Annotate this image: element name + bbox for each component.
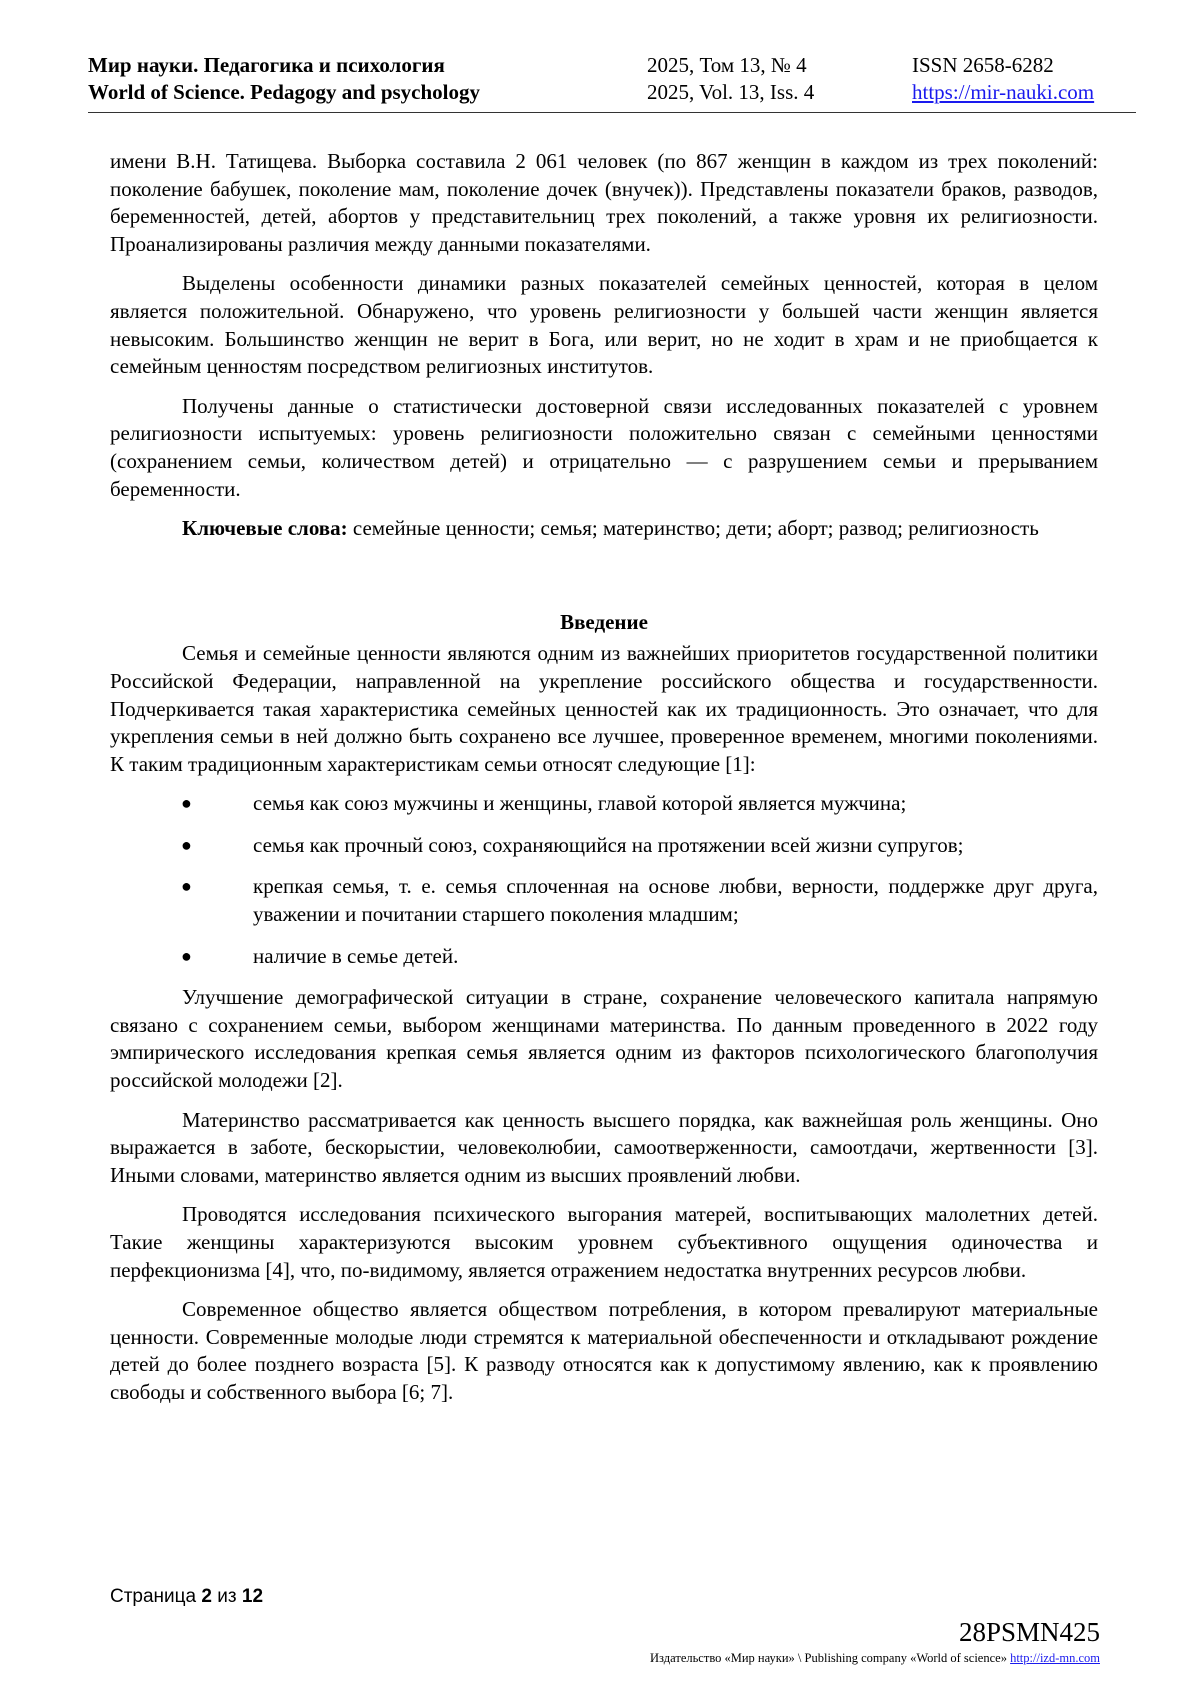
- journal-title-block: [88, 52, 480, 106]
- intro-paragraph-3: Материнство рассматривается как ценность высшего порядка, как важнейшая роль женщины. Оно выражается в заботе, бескорыстии, человеколюбии, самоотверженности, самоотдачи, жертвенности [3]. Иными словами, материнство является одним из высших проявлений любви.: [110, 1107, 1098, 1187]
- bullet-icon: ●: [181, 945, 192, 966]
- page-current: 2: [201, 1586, 212, 1607]
- journal-website-link[interactable]: https://mir-nauki.com: [912, 80, 1095, 104]
- section-heading-introduction: Введение: [560, 609, 648, 634]
- keywords: [110, 515, 1098, 543]
- abstract-paragraph-2: Выделены особенности динамики разных показателей семейных ценностей, которая в целом является положительной. Обнаружено, что уровень религиозности у большей части женщин является невысоким. Большинство женщин не верит в Бога, или верит, но не ходит в храм и не приобщается к семейным ценностям посредством религиозных институтов.: [110, 271, 1098, 379]
- list-item-text: семья как союз мужчины и женщины, главой которой является мужчина;: [253, 791, 907, 816]
- keywords-text: семейные ценности; семья; материнство; дети; аборт; развод; религиозность: [347, 516, 1039, 541]
- traditional-characteristics-list: [110, 790, 1098, 970]
- bullet-icon: ●: [181, 876, 192, 897]
- list-item: [110, 873, 1098, 928]
- bullet-icon: ●: [181, 834, 192, 855]
- publisher-link[interactable]: http://izd-mn.com: [1010, 1651, 1100, 1665]
- list-item: [110, 943, 1098, 971]
- keywords-label: Ключевые слова:: [182, 516, 348, 541]
- issue-ru: 2025, Том 13, № 4: [647, 53, 807, 77]
- issue-en: 2025, Vol. 13, Iss. 4: [647, 80, 815, 104]
- publisher-line: [650, 1651, 1100, 1666]
- page-number: [110, 1586, 263, 1608]
- abstract-paragraph-1: имени В.Н. Татищева. Выборка составила 2 061 человек (по 867 женщин в каждом из трех поколений: поколение бабушек, поколение мам, поколение дочек (внучек)). Представлены показатели браков, разводов, беременностей, детей, абортов у представительниц трех поколений, а также уровня их религиозности. Проанализированы различия между данными показателями.: [110, 149, 1098, 256]
- page-total: 12: [241, 1586, 264, 1607]
- page-word: Страница: [110, 1586, 197, 1607]
- journal-header: [88, 52, 1136, 113]
- issn-block: [912, 52, 1094, 106]
- intro-paragraph-4: Проводятся исследования психического выгорания матерей, воспитывающих малолетних детей. Такие женщины характеризуются высоким уровнем субъективного ощущения одиночества и перфекционизма [4], что, по-видимому, является отражением недостатка внутренних ресурсов любви.: [110, 1202, 1098, 1282]
- intro-paragraph-1: Семья и семейные ценности являются одним из важнейших приоритетов государственной политики Российской Федерации, направленной на укрепление российского общества и государственности. Подчеркивается такая характеристика семейных ценностей как их традиционность. Это означает, что для укрепления семьи в ней должно быть сохранено все лучшее, проверенное временем, многими поколениями. К таким традиционным характеристикам семьи относят следующие [1]:: [110, 641, 1098, 776]
- of-word: из: [217, 1586, 237, 1607]
- list-item: [110, 832, 1098, 860]
- list-item-text: крепкая семья, т. е. семья сплоченная на основе любви, верности, поддержке друг друга, уважении и почитании старшего поколения младшим;: [253, 874, 1098, 927]
- issn: ISSN 2658-6282: [912, 53, 1054, 77]
- list-item-text: наличие в семье детей.: [253, 943, 459, 968]
- journal-title-en: World of Science. Pedagogy and psychology: [88, 80, 481, 104]
- list-item-text: семья как прочный союз, сохраняющийся на протяжении всей жизни супругов;: [253, 832, 964, 857]
- publisher-text: Издательство «Мир науки» \ Publishing company «World of science»: [650, 1651, 1011, 1665]
- journal-title-ru: Мир науки. Педагогика и психология: [88, 53, 445, 77]
- abstract-paragraph-3: Получены данные о статистически достоверной связи исследованных показателей с уровнем религиозности испытуемых: уровень религиозности положительно связан с семейными ценностями (сохранением семьи, количеством детей) и отрицательно — с разрушением семьи и прерыванием беременности.: [110, 393, 1098, 501]
- article-code: 28PSMN425: [958, 1617, 1100, 1647]
- bullet-icon: ●: [181, 793, 192, 814]
- article-body: [110, 148, 1098, 1419]
- intro-paragraph-5: Современное общество является обществом потребления, в котором превалируют материальные ценности. Современные молодые люди стремятся к материальной обеспеченности и откладывают рождение детей до более позднего возраста [5]. К разводу относятся как к допустимому явлению, как к проявлению свободы и собственного выбора [6; 7].: [110, 1297, 1098, 1404]
- list-item: [110, 790, 1098, 818]
- issue-block: [647, 52, 814, 106]
- intro-paragraph-2: Улучшение демографической ситуации в стране, сохранение человеческого капитала напрямую связано с сохранением семьи, выбором женщинами материнства. По данным проведенного в 2022 году эмпирического исследования крепкая семья является одним из факторов психологического благополучия российской молодежи [2].: [110, 985, 1098, 1093]
